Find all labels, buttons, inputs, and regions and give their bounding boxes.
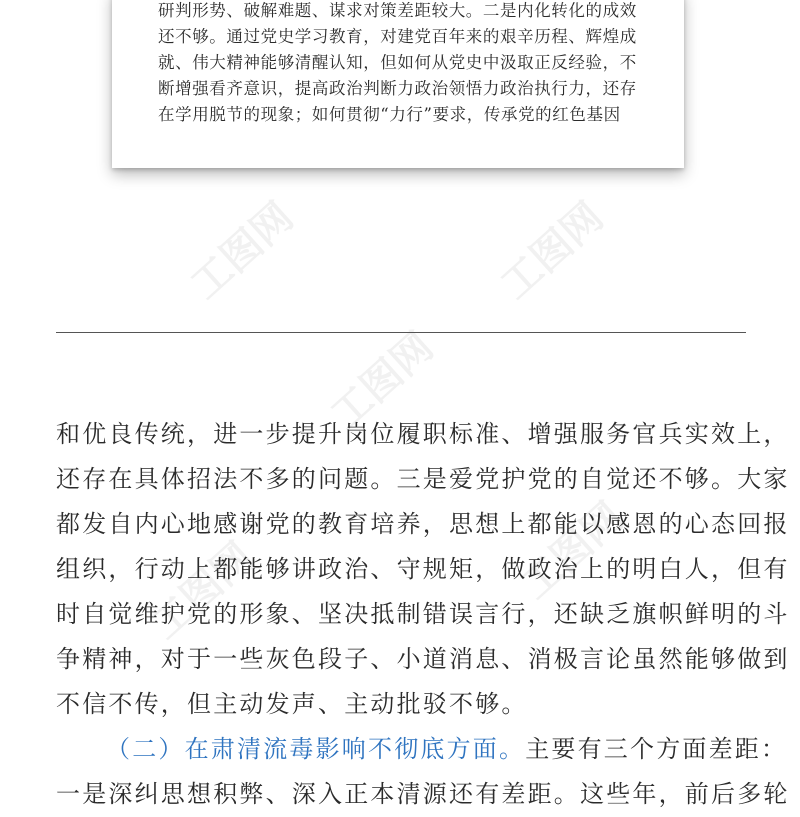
body-line: 和优良传统，进一步提升岗位履职标准、增强服务官兵实效上，: [56, 420, 790, 448]
body-line: 都发自内心地感谢党的教育培养，思想上都能以感恩的心态回报: [56, 510, 790, 538]
card-line: 在学用脱节的现象；如何贯彻“力行”要求，传承党的红色基因: [158, 105, 621, 124]
document-preview-card: [112, 0, 684, 168]
card-line: 还不够。通过党史学习教育，对建党百年来的艰辛历程、辉煌成: [158, 27, 637, 46]
body-line: 不信不传，但主动发声、主动批驳不够。: [56, 690, 528, 718]
body-line: 争精神，对于一些灰色段子、小道消息、消极言论虽然能够做到: [56, 645, 790, 673]
watermark: 工图网: [512, 493, 633, 609]
watermark: 工图网: [182, 193, 303, 309]
card-line: 研判形势、破解难题、谋求对策差距较大。二是内化转化的成效: [158, 1, 637, 20]
card-paragraph: [158, 0, 650, 128]
section-heading-line: [56, 727, 788, 772]
body-line: 时自觉维护党的形象、坚决抵制错误言行，还缺乏旗帜鲜明的斗: [56, 600, 790, 628]
body-paragraph: [56, 412, 790, 817]
section-heading-rest: 主要有三个方面差距：: [525, 735, 788, 763]
card-line: 就、伟大精神能够清醒认知，但如何从党史中汲取正反经验，不: [158, 53, 637, 72]
body-line: 一是深纠思想积弊、深入正本清源还有差距。这些年，前后多轮: [56, 780, 790, 808]
body-line: 还存在具体招法不多的问题。三是爱党护党的自觉还不够。大家: [56, 465, 790, 493]
section-heading: （二）在肃清流毒影响不彻底方面。: [106, 735, 526, 763]
body-line: 组织，行动上都能够讲政治、守规矩，做政治上的明白人，但有: [56, 555, 790, 583]
watermark: 工图网: [142, 533, 263, 649]
watermark: 工图网: [322, 323, 443, 439]
watermark: 工图网: [492, 193, 613, 309]
section-divider: [56, 332, 746, 333]
card-line: 断增强看齐意识，提高政治判断力政治领悟力政治执行力，还存: [158, 79, 637, 98]
